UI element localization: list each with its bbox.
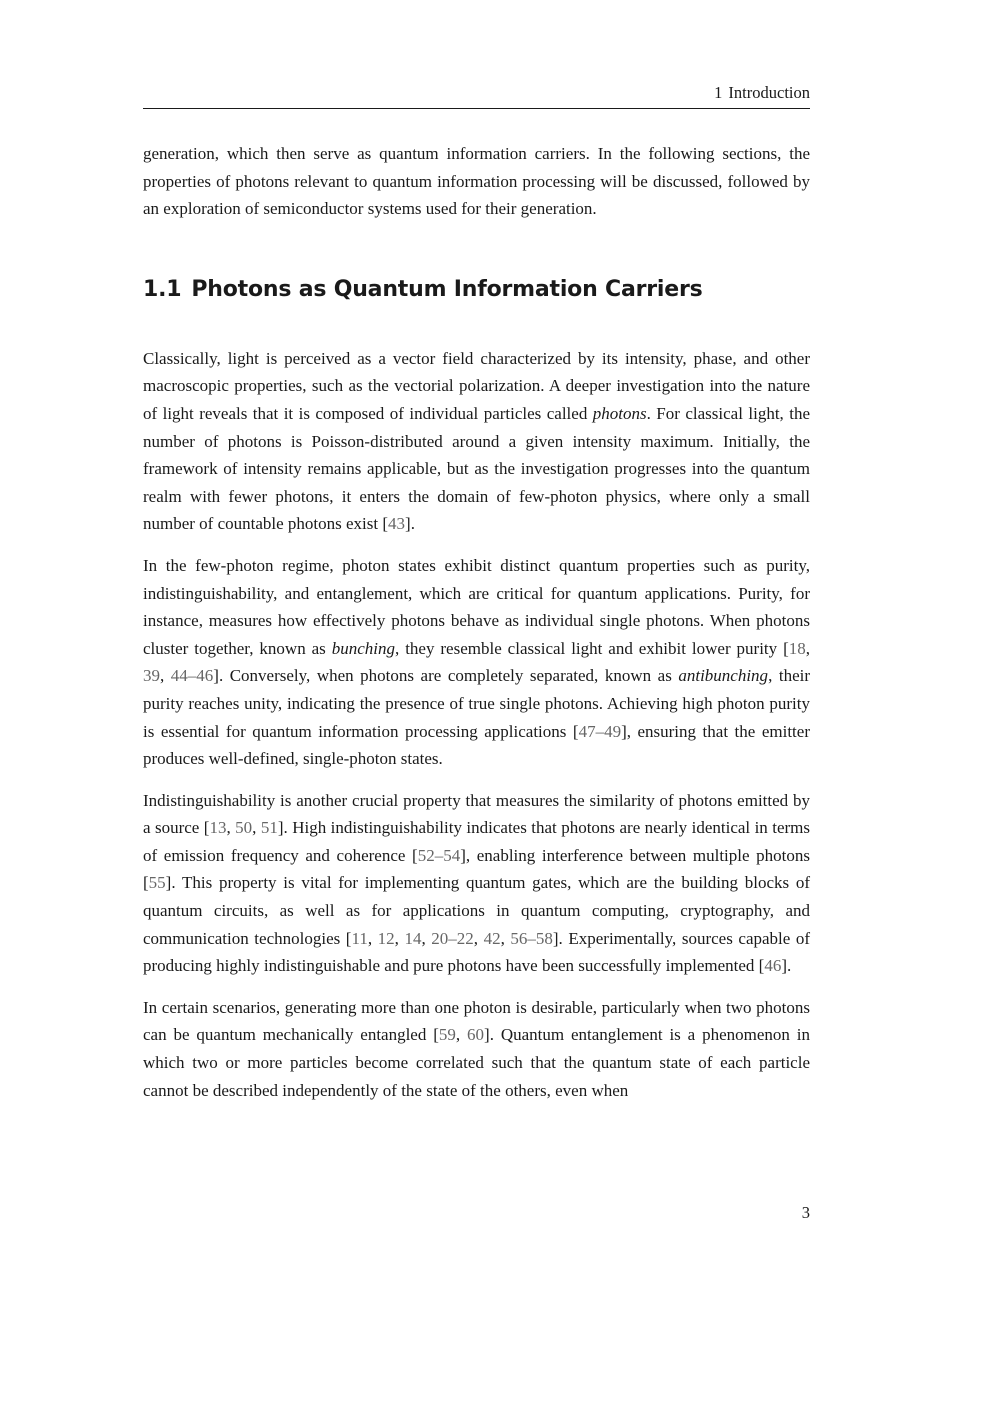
separator: ,: [394, 928, 405, 948]
separator: ,: [367, 928, 378, 948]
text-run: , they resemble classical light and exhibit lower purity [: [395, 638, 789, 658]
page-number: 3: [801, 1203, 810, 1222]
text-run: Indistinguishability is another crucial property that measures the similarity of photons emitted by a source [: [143, 790, 810, 838]
text-run: ], enabling interference between multiple photons [: [143, 845, 810, 893]
text-run: . For classical light, the number of photons is Poisson-distributed around a given intensity maximum. Initially, the framework of intensity remains applicable, but as the investigation progresses into the quantum realm with fewer photons, it enters the domain of few-photon physics, where only a small number of countable photons exist [: [143, 403, 810, 534]
section-number: 1.1: [143, 276, 182, 302]
separator: ,: [455, 1025, 468, 1045]
section-title: Photons as Quantum Information Carriers: [191, 276, 703, 302]
paragraph-purity: [143, 552, 810, 773]
chapter-number: 1: [714, 83, 723, 102]
citation-link[interactable]: 42: [483, 928, 501, 948]
citation-link[interactable]: 20–22: [431, 928, 474, 948]
citation-link[interactable]: 39: [143, 666, 160, 686]
text-run: ]. High indistinguishability indicates that photons are nearly identical in terms of emission frequency and coherence [: [143, 818, 811, 865]
citation-link[interactable]: 59: [438, 1025, 456, 1045]
text-run: ]. Quantum entanglement is a phenomenon in which two or more particles become correlated such that the quantum state of each particle cannot be described independently of the state of the others, even when: [143, 1025, 811, 1100]
separator: ,: [805, 638, 810, 658]
citation-link[interactable]: 44–46: [170, 666, 214, 686]
citation-link[interactable]: 50: [235, 818, 253, 838]
text-run: ]. Conversely, when photons are completely separated, known as: [213, 666, 679, 686]
citation-link[interactable]: 12: [377, 928, 395, 948]
citation-link[interactable]: 60: [467, 1025, 485, 1045]
paragraph-entanglement: [143, 994, 810, 1104]
citation-link[interactable]: 13: [209, 818, 227, 838]
citation-link[interactable]: 18: [788, 638, 806, 658]
citation-link[interactable]: 14: [404, 928, 422, 948]
emphasis-antibunching: antibunching: [678, 666, 769, 686]
text-run: In the few-photon regime, photon states exhibit distinct quantum properties such as purity, indistinguishability, and entanglement, which are critical for quantum applications. Purity, for instance, measures how effectively photons behave as individual single photons. When photons cluster together, known as: [143, 555, 810, 658]
text-run: ], ensuring that the emitter produces well-defined, single-photon states.: [143, 721, 810, 769]
text-run: ]. Experimentally, sources capable of producing highly indistinguishable and pure photons have been successfully implemented [: [143, 928, 811, 976]
emphasis-bunching: bunching: [331, 638, 396, 658]
text-run: ].: [781, 956, 792, 976]
paragraph-indistinguishability: [143, 787, 810, 980]
citation-link[interactable]: 46: [764, 956, 782, 976]
section-heading: [143, 275, 810, 305]
citation-link[interactable]: 55: [148, 873, 166, 893]
chapter-title: Introduction: [728, 83, 810, 102]
separator: ,: [473, 928, 484, 948]
intro-paragraph: generation, which then serve as quantum information carriers. In the following sections, the properties of photons relevant to quantum information processing will be discussed, followed by an exploration of semiconductor systems used for their generation.: [143, 144, 810, 219]
citation-link[interactable]: 52–54: [417, 845, 461, 865]
separator: ,: [252, 818, 261, 838]
body-text: [143, 140, 810, 1104]
citation-link[interactable]: 47–49: [578, 721, 622, 741]
citation-link[interactable]: 56–58: [510, 928, 553, 948]
citation-link[interactable]: 51: [260, 818, 278, 838]
separator: ,: [226, 818, 236, 838]
emphasis-photons: photons: [592, 403, 647, 423]
separator: ,: [160, 666, 171, 686]
text-run: ].: [405, 514, 415, 534]
text-run: Classically, light is perceived as a vector field characterized by its intensity, phase, and other macroscopic properties, such as the vectorial polarization. A deeper investigation into the nature of light reveals that it is composed of individual particles called: [143, 348, 810, 423]
separator: ,: [500, 928, 511, 948]
text-run: , their purity reaches unity, indicating the presence of true single photons. Achieving high photon purity is essential for quantum information processing applications [: [143, 666, 810, 741]
separator: ,: [421, 928, 432, 948]
citation-link[interactable]: 11: [351, 928, 368, 948]
running-head: [143, 82, 810, 109]
citation-link[interactable]: 43: [388, 514, 406, 534]
text-run: In certain scenarios, generating more than one photon is desirable, particularly when two photons can be quantum mechanically entangled [: [143, 997, 810, 1045]
paragraph-light-photons: [143, 345, 810, 538]
text-run: ]. This property is vital for implementing quantum gates, which are the building blocks of quantum circuits, as well as for applications in quantum computing, cryptography, and communication technologies [: [143, 873, 810, 948]
